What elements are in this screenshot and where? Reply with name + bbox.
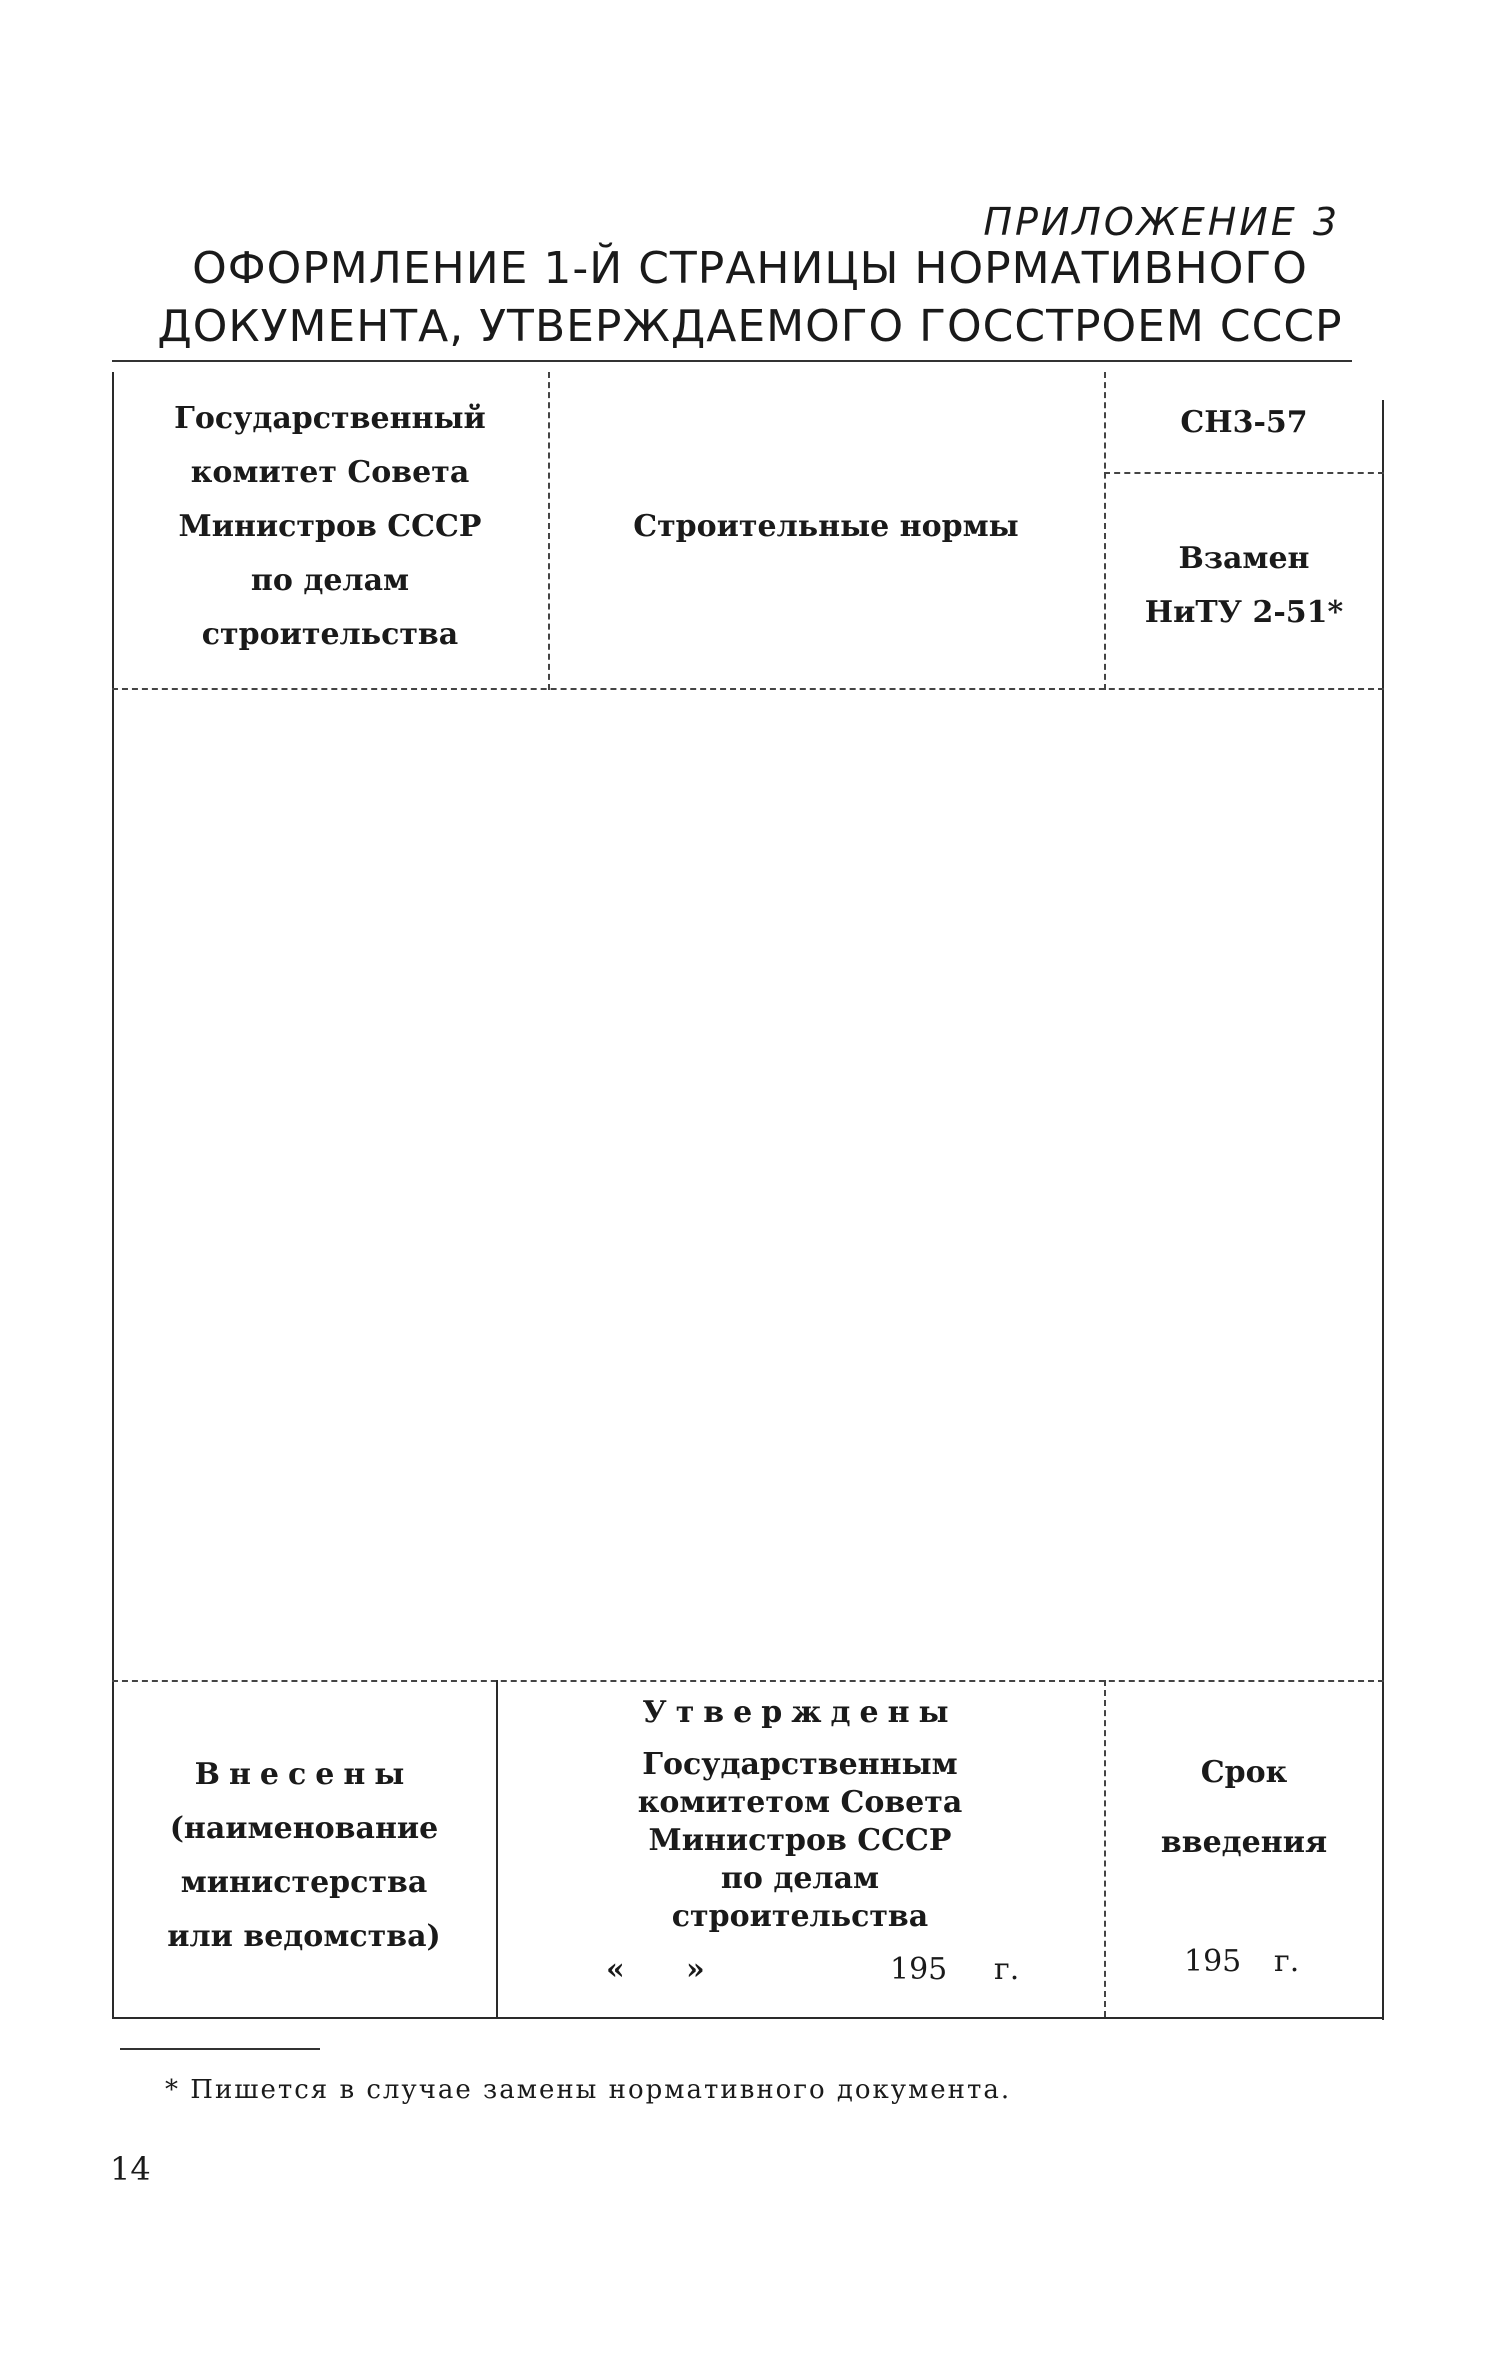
term-cell: [1104, 1738, 1384, 1878]
title-rule: [112, 360, 1352, 362]
authority-line: строительства: [201, 617, 459, 652]
page-number: 14: [110, 2150, 151, 2188]
approved-line: комитетом Совета: [637, 1785, 963, 1820]
authority-line: по делам: [250, 563, 410, 598]
submitted-line: или ведомства): [167, 1919, 441, 1954]
replaces-cell: [1104, 532, 1384, 640]
submitted-line: (наименование: [169, 1811, 439, 1846]
doc-code: СН3-57: [1180, 405, 1308, 440]
date-open-quote: «: [606, 1952, 625, 1987]
term-date: [1104, 1944, 1384, 1984]
title-page-form: [112, 372, 1384, 2020]
approved-line: Министров СССР: [648, 1823, 952, 1858]
approved-line: строительства: [671, 1899, 929, 1934]
footnote-rule: [120, 2048, 320, 2050]
code-divider: [1104, 472, 1384, 474]
top-row-bottom: [112, 688, 1384, 690]
frame-bottom: [112, 2017, 1384, 2019]
authority-cell: [112, 392, 548, 662]
document-title: [110, 240, 1390, 356]
approved-cell: [496, 1694, 1104, 1936]
authority-line: Государственный: [174, 401, 486, 436]
appendix-label: ПРИЛОЖЕНИЕ 3: [983, 200, 1340, 244]
bottom-row-top: [112, 1680, 1384, 1682]
footnote: * Пишется в случае замены нормативного документа.: [165, 2075, 1012, 2105]
doc-type: Строительные нормы: [633, 509, 1019, 544]
term-suffix: г.: [1274, 1944, 1300, 1979]
term-year: 195: [1184, 1944, 1242, 1979]
date-close-quote: »: [686, 1952, 705, 1987]
date-year: 195: [890, 1952, 948, 1987]
code-cell: [1104, 396, 1384, 450]
submitted-line: министерства: [180, 1865, 428, 1900]
title-line-1: ОФОРМЛЕНИЕ 1-Й СТРАНИЦЫ НОРМАТИВНОГО: [192, 243, 1308, 294]
approved-label: Утверждены: [642, 1695, 958, 1730]
date-suffix: г.: [994, 1952, 1020, 1987]
replaces-doc: НиТУ 2-51*: [1144, 595, 1344, 630]
approved-date: [496, 1952, 1104, 1992]
replaces-label: Взамен: [1178, 541, 1310, 576]
authority-line: комитет Совета: [190, 455, 470, 490]
approved-line: Государственным: [642, 1747, 958, 1782]
term-label: Срок: [1200, 1755, 1288, 1790]
approved-line: по делам: [720, 1861, 880, 1896]
submitted-label: Внесены: [194, 1757, 414, 1792]
title-line-2: ДОКУМЕНТА, УТВЕРЖДАЕМОГО ГОССТРОЕМ СССР: [157, 301, 1343, 352]
term-label-2: введения: [1160, 1825, 1328, 1860]
submitted-cell: [112, 1748, 496, 1964]
authority-line: Министров СССР: [178, 509, 482, 544]
doc-type-cell: [548, 500, 1104, 554]
